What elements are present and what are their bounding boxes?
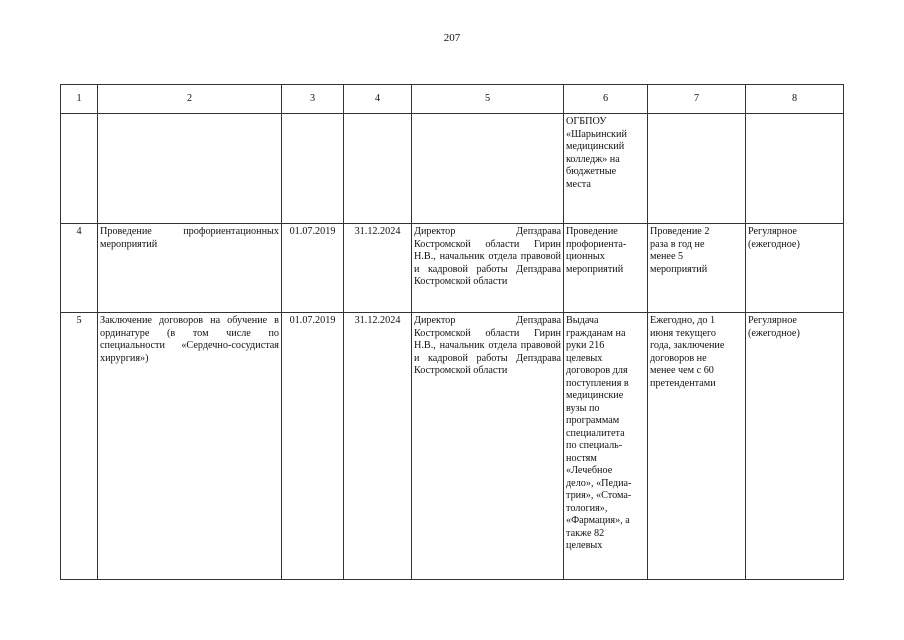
header-cell-6: 6 bbox=[564, 85, 648, 114]
header-cell-2: 2 bbox=[98, 85, 282, 114]
periodicity-cell bbox=[746, 313, 844, 580]
header-cell-8: 8 bbox=[746, 85, 844, 114]
periodicity-text: Регулярное (ежегодное) bbox=[748, 315, 800, 339]
responsible-cell: Директор Депздрава Костромской области Гирин Н.В., начальник отдела правовой и кадровой работы Депздрава Костромской области bbox=[412, 224, 564, 313]
result-cell bbox=[564, 313, 648, 580]
row-number: 5 bbox=[61, 313, 98, 580]
header-cell-5: 5 bbox=[412, 85, 564, 114]
event-cell: Заключение договоров на обучение в ординатуре (в том числе по специальности «Сердечно-сосудистая хирургия») bbox=[98, 313, 282, 580]
table-row bbox=[61, 224, 844, 313]
periodicity-cell bbox=[746, 114, 844, 224]
end-date-cell bbox=[344, 114, 412, 224]
result-text: ОГБПОУ «Шарьинский медицинский колледж» на бюджетные места bbox=[566, 116, 627, 190]
event-cell: Проведение профориентационных мероприятий bbox=[98, 224, 282, 313]
indicator-cell bbox=[648, 114, 746, 224]
indicator-cell bbox=[648, 313, 746, 580]
responsible-cell bbox=[412, 114, 564, 224]
row-number: 4 bbox=[61, 224, 98, 313]
indicator-cell bbox=[648, 224, 746, 313]
indicator-text: Ежегодно, до 1 июня текущего года, заключение договоров не менее чем с 60 претендентами bbox=[650, 315, 725, 389]
start-date-cell bbox=[282, 114, 344, 224]
indicator-text: Проведение 2 раза в год не менее 5 мероприятий bbox=[650, 226, 710, 275]
table-row bbox=[61, 313, 844, 580]
end-date-cell: 31.12.2024 bbox=[344, 224, 412, 313]
result-cell bbox=[564, 114, 648, 224]
start-date-cell: 01.07.2019 bbox=[282, 313, 344, 580]
periodicity-text: Регулярное (ежегодное) bbox=[748, 226, 800, 250]
header-cell-3: 3 bbox=[282, 85, 344, 114]
result-text: Проведение профориента- ционных мероприятий bbox=[566, 226, 627, 275]
table-header-row bbox=[61, 85, 844, 114]
result-text: Выдача гражданам на руки 216 целевых договоров для поступления в медицинские вузы по программам специалитета по специаль- ностям «Лечебное дело», «Педиа- трия», «Стома- тология», «Фармация», а также 82 целевых bbox=[566, 315, 632, 551]
header-cell-4: 4 bbox=[344, 85, 412, 114]
page-number: 207 bbox=[443, 32, 461, 44]
event-cell bbox=[98, 114, 282, 224]
row-number bbox=[61, 114, 98, 224]
start-date-cell: 01.07.2019 bbox=[282, 224, 344, 313]
header-cell-7: 7 bbox=[648, 85, 746, 114]
header-cell-1: 1 bbox=[61, 85, 98, 114]
measures-table bbox=[60, 84, 844, 580]
result-cell bbox=[564, 224, 648, 313]
table-row bbox=[61, 114, 844, 224]
end-date-cell: 31.12.2024 bbox=[344, 313, 412, 580]
responsible-cell: Директор Депздрава Костромской области Гирин Н.В., начальник отдела правовой и кадровой работы Депздрава Костромской области bbox=[412, 313, 564, 580]
periodicity-cell bbox=[746, 224, 844, 313]
